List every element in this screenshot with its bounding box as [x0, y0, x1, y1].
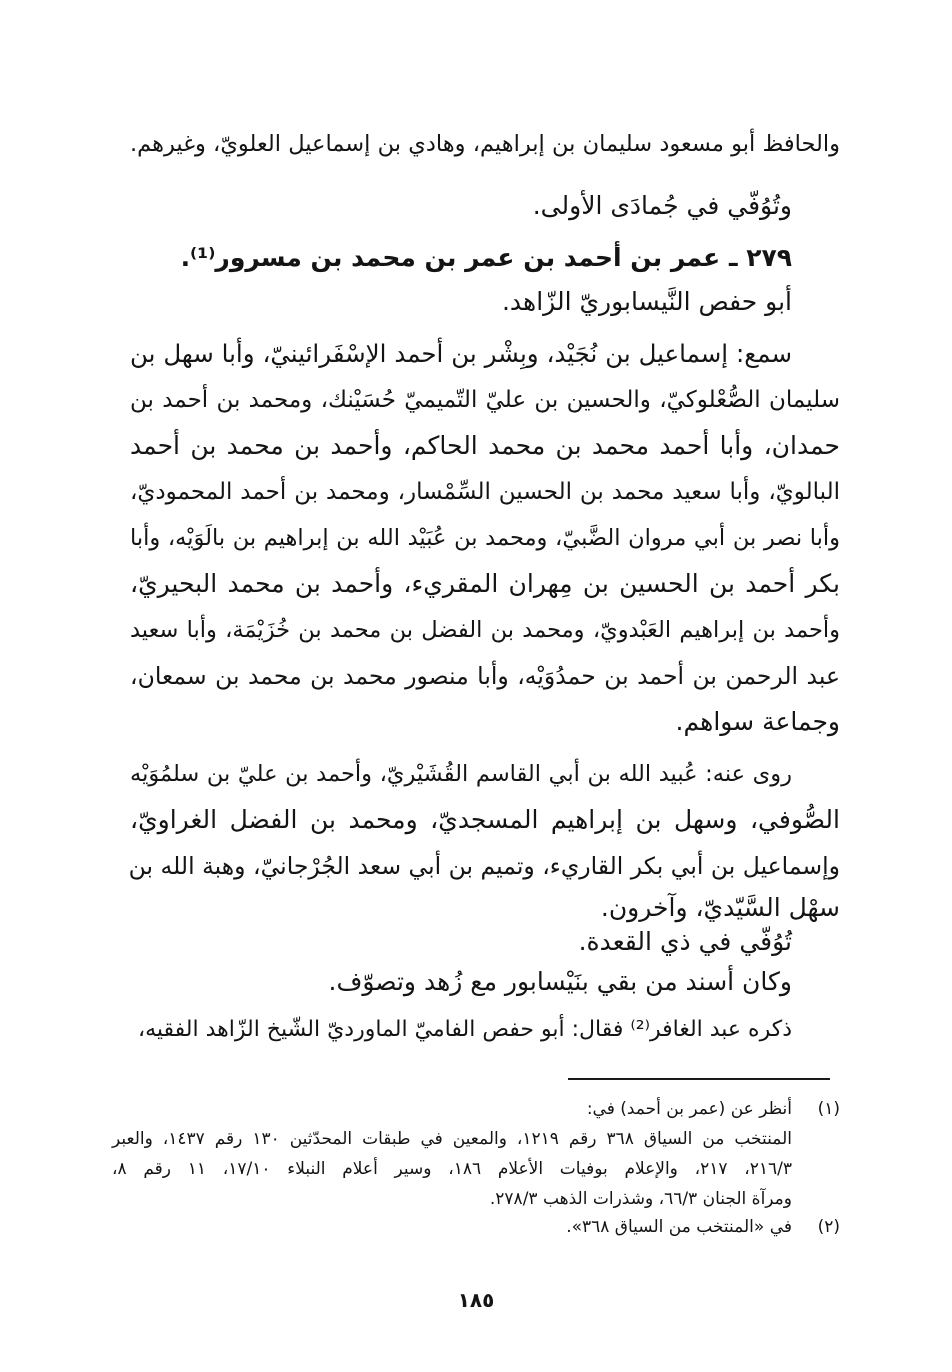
- body-line-14: روى عنه: عُبيد الله بن أبي القاسم القُشَيْريّ، وأحمد بن عليّ بن سلمُوَيْه: [130, 761, 792, 787]
- body-line-1: والحافظ أبو مسعود سليمان بن إبراهيم، وهادي بن إسماعيل العلويّ، وغيرهم.: [130, 131, 840, 157]
- body-line-9: وأبا نصر بن أبي مروان الضَّبيّ، ومحمد بن عُبَيْد الله بن إبراهيم بن بالَوَيْه، وأبا: [130, 525, 840, 551]
- body-line-5: سمع: إسماعيل بن نُجَيْد، وبِشْر بن أحمد الإسْفَرائينيّ، وأبا سهل بن: [130, 339, 792, 368]
- footnote-line-2: المنتخب من السياق ٣٦٨ رقم ١٢١٩، والمعين في طبقات المحدّثين ١٣٠ رقم ١٤٣٧، والعبر: [112, 1129, 793, 1149]
- body-line-13: وجماعة سواهم.: [675, 707, 840, 736]
- footnote-number-1: (١): [817, 1099, 840, 1119]
- body-line-6: سليمان الصُّعْلوكيّ، والحسين بن عليّ التّميميّ حُسَيْنك، ومحمد بن أحمد بن: [130, 387, 840, 413]
- body-line-15: الصُّوفي، وسهل بن إبراهيم المسجديّ، ومحمد بن الفضل الغراويّ،: [130, 805, 840, 834]
- body-line-11: وأحمد بن إبراهيم العَبْدويّ، ومحمد بن الفضل بن محمد بن خُزَيْمَة، وأبا سعيد: [130, 617, 840, 643]
- body-line-17: سهْل السَّيّديّ، وآخرون.: [600, 893, 840, 922]
- body-line-8: البالويّ، وأبا سعيد محمد بن الحسين السِّمْسار، ومحمد بن أحمد المحموديّ،: [130, 479, 840, 505]
- body-line-10: بكر أحمد بن الحسين بن مِهران المقريء، وأحمد بن محمد البحيريّ،: [130, 569, 840, 598]
- body-line-18: تُوُفّي في ذي القعدة.: [578, 927, 792, 956]
- body-line-19: وكان أسند من بقي بنَيْسابور مع زُهد وتصوّف.: [328, 967, 792, 996]
- footnote-line-4: ومرآة الجنان ٦٦/٣، وشذرات الذهب ٢٧٨/٣.: [489, 1189, 792, 1209]
- body-line-12: عبد الرحمن بن أحمد بن حمدُوَيْه، وأبا منصور محمد بن محمد بن سمعان،: [130, 662, 840, 690]
- body-line-20: ذكره عبد الغافر⁽²⁾ فقال: أبو حفص الفاميّ الماورديّ الشّيخ الزّاهد الفقيه،: [137, 1017, 792, 1042]
- footnote-line-1: أنظر عن (عمر بن أحمد) في:: [586, 1099, 792, 1119]
- footnote-number-2: (٢): [817, 1217, 840, 1237]
- entry-heading-279: ٢٧٩ ـ عمر بن أحمد بن عمر بن محمد بن مسرور⁽¹⁾.: [180, 243, 792, 272]
- body-line-7: حمدان، وأبا أحمد محمد بن محمد الحاكم، وأحمد بن محمد بن أحمد: [130, 431, 840, 460]
- body-line-2: وتُوُفّي في جُمادَى الأولى.: [532, 191, 792, 220]
- body-line-4: أبو حفص النَّيسابوريّ الزّاهد.: [501, 287, 792, 316]
- body-line-16: وإسماعيل بن أبي بكر القاريء، وتميم بن أبي سعد الجُرْجانيّ، وهبة الله بن: [128, 852, 840, 880]
- footnote-separator: [568, 1078, 830, 1080]
- footnote-line-3: ٢١٦/٣، ٢١٧، والإعلام بوفيات الأعلام ١٨٦، وسير أعلام النبلاء ١٧/١٠، ١١ رقم ٨،: [112, 1159, 792, 1179]
- footnote-line-5: في «المنتخب من السياق ٣٦٨».: [566, 1217, 792, 1237]
- page-number: ١٨٥: [457, 1288, 495, 1312]
